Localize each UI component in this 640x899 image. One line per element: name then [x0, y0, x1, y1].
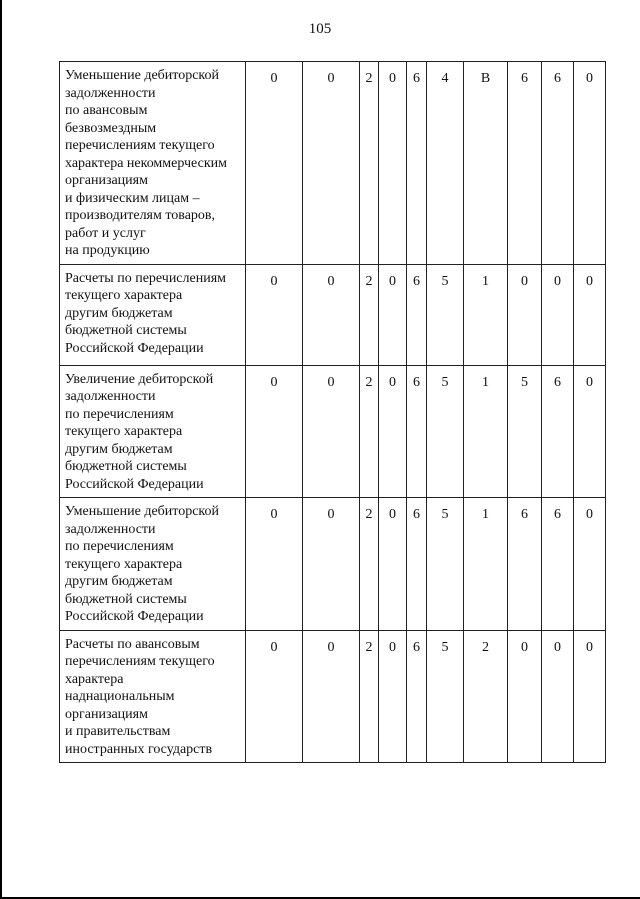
table-row [60, 498, 606, 631]
row-label-line: другим бюджетам [65, 441, 173, 457]
code-digit-cell: 0 [246, 62, 303, 265]
row-label-line: на продукцию [65, 243, 150, 258]
row-label-line: организациям [65, 173, 148, 188]
row-label-line: работ и услуг [65, 225, 146, 241]
code-digit-cell: 0 [303, 365, 360, 498]
code-digit-cell: 0 [508, 630, 542, 763]
code-digit-cell: 2 [360, 630, 379, 763]
code-digit-cell: 0 [379, 498, 407, 631]
account-codes-table [59, 61, 606, 763]
row-label-line: Российской Федерации [65, 340, 204, 356]
code-digit-cell: 0 [246, 630, 303, 763]
code-digit-cell: 6 [407, 264, 427, 365]
row-label-line: бюджетной системы [65, 323, 187, 338]
code-digit-cell: 5 [427, 264, 464, 365]
table-row [60, 365, 606, 498]
code-digit-cell: 5 [427, 365, 464, 498]
row-label-line: Уменьшение дебиторской [65, 504, 220, 519]
row-label-line: характера некоммерческим [65, 155, 227, 171]
table-row [60, 264, 606, 365]
code-digit-cell: 1 [464, 365, 508, 498]
row-label [60, 498, 246, 631]
code-digit-cell: 0 [303, 630, 360, 763]
row-label-line: производителям товаров, [65, 208, 216, 223]
row-label-line: иностранных государств [65, 741, 213, 757]
code-digit-cell: 0 [379, 62, 407, 265]
code-digit-cell: 2 [464, 630, 508, 763]
row-label-line: текущего характера [65, 424, 183, 439]
code-digit-cell: 6 [542, 62, 574, 265]
code-digit-cell: 6 [407, 62, 427, 265]
code-digit-cell: 0 [303, 62, 360, 265]
code-digit-cell: 6 [542, 365, 574, 498]
row-label-line: и физическим лицам – [65, 190, 200, 206]
row-label-line: бюджетной системы [65, 591, 187, 607]
code-digit-cell: 0 [542, 630, 574, 763]
row-label-line: перечислениям текущего [65, 654, 215, 669]
row-label-line: Расчеты по перечислениям [65, 270, 227, 286]
code-digit-cell: 0 [379, 365, 407, 498]
code-digit-cell: 0 [574, 498, 606, 631]
table-row [60, 62, 606, 265]
row-label-line: текущего характера [65, 556, 183, 572]
row-label [60, 365, 246, 498]
code-digit-cell: 0 [542, 264, 574, 365]
code-digit-cell: 0 [574, 264, 606, 365]
row-label-line: задолженности [65, 389, 156, 404]
row-label-line: другим бюджетам [65, 574, 173, 589]
code-digit-cell: 0 [574, 62, 606, 265]
row-label-line: другим бюджетам [65, 305, 173, 321]
row-label-line: и правительствам [65, 724, 171, 739]
code-digit-cell: 2 [360, 62, 379, 265]
code-digit-cell: 0 [379, 630, 407, 763]
row-label-line: Увеличение дебиторской [65, 371, 214, 387]
row-label-line: по перечислениям [65, 539, 174, 554]
code-digit-cell: 2 [360, 264, 379, 365]
row-label-line: задолженности [65, 85, 156, 101]
row-label-line: характера [65, 671, 124, 687]
table-row [60, 630, 606, 763]
code-digit-cell: 1 [464, 498, 508, 631]
row-label-line: бюджетной системы [65, 459, 187, 474]
code-digit-cell: 6 [407, 630, 427, 763]
code-digit-cell: В [464, 62, 508, 265]
row-label-line: Уменьшение дебиторской [65, 68, 220, 83]
code-digit-cell: 6 [508, 62, 542, 265]
code-digit-cell: 6 [407, 365, 427, 498]
code-digit-cell: 5 [427, 498, 464, 631]
row-label-line: задолженности [65, 521, 156, 537]
row-label-line: Российской Федерации [65, 609, 204, 624]
code-digit-cell: 0 [303, 264, 360, 365]
code-digit-cell: 0 [246, 365, 303, 498]
code-digit-cell: 0 [574, 630, 606, 763]
code-digit-cell: 6 [407, 498, 427, 631]
code-digit-cell: 2 [360, 498, 379, 631]
code-digit-cell: 2 [360, 365, 379, 498]
code-digit-cell: 0 [246, 498, 303, 631]
code-digit-cell: 0 [246, 264, 303, 365]
row-label-line: Расчеты по авансовым [65, 636, 200, 652]
row-label-line: перечислениям текущего [65, 138, 215, 153]
row-label-line: организациям [65, 706, 148, 722]
row-label-line: текущего характера [65, 288, 183, 303]
code-digit-cell: 0 [379, 264, 407, 365]
code-digit-cell: 5 [427, 630, 464, 763]
row-label [60, 62, 246, 265]
row-label-line: наднациональным [65, 689, 175, 704]
code-digit-cell: 0 [574, 365, 606, 498]
code-digit-cell: 0 [508, 264, 542, 365]
code-digit-cell: 0 [303, 498, 360, 631]
page-number: 105 [308, 21, 332, 37]
row-label-line: безвозмездным [65, 120, 157, 136]
row-label-line: по авансовым [65, 103, 148, 118]
code-digit-cell: 6 [508, 498, 542, 631]
row-label-line: по перечислениям [65, 406, 174, 422]
row-label [60, 630, 246, 763]
code-digit-cell: 6 [542, 498, 574, 631]
code-digit-cell: 1 [464, 264, 508, 365]
row-label-line: Российской Федерации [65, 476, 204, 492]
code-digit-cell: 4 [427, 62, 464, 265]
row-label [60, 264, 246, 365]
code-digit-cell: 5 [508, 365, 542, 498]
